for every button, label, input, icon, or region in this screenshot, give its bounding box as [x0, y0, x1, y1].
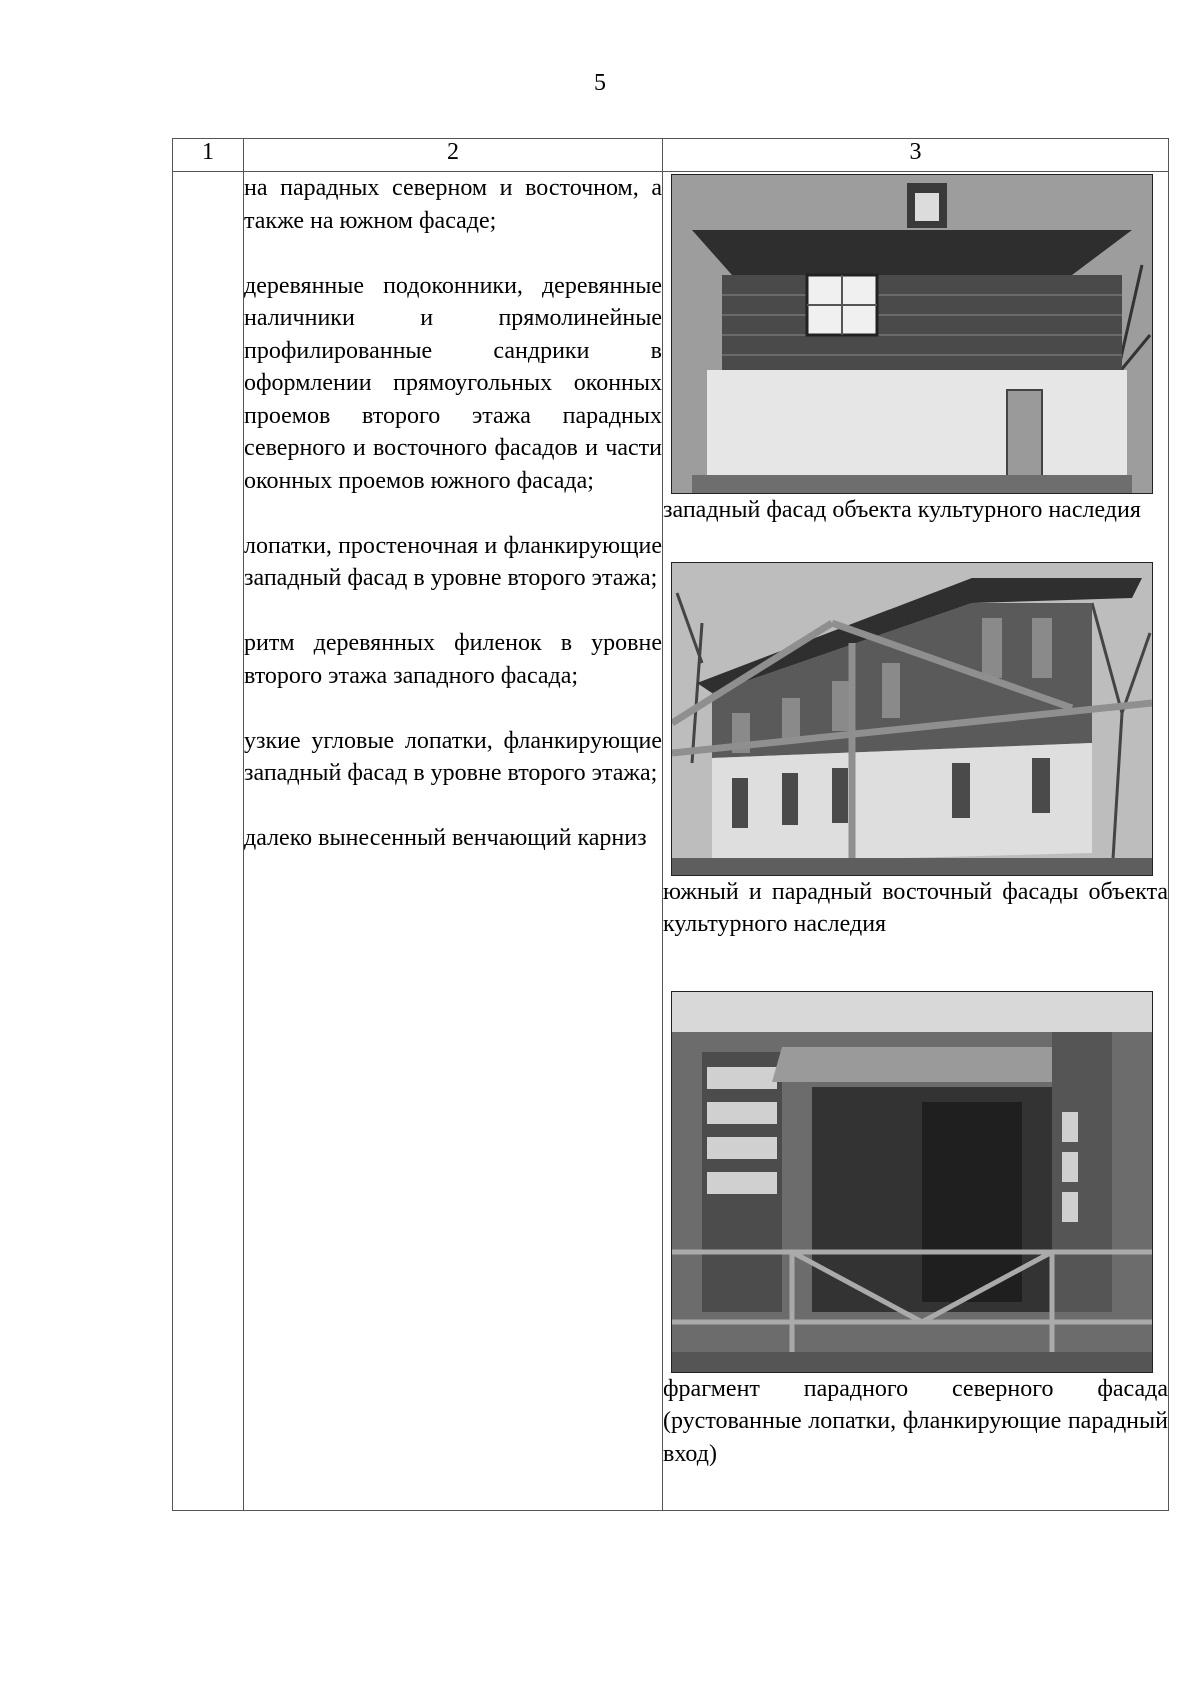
- paragraph: далеко вынесенный венчающий карниз: [244, 825, 647, 851]
- photo-north-entrance: [671, 991, 1153, 1373]
- header-col-2: 2: [244, 139, 663, 172]
- header-col-3: 3: [663, 139, 1169, 172]
- paragraph: узкие угловые лопатки, фланкирующие западный фасад в уровне второго этажа;: [244, 727, 662, 786]
- photo-south-east-facade: [671, 562, 1153, 876]
- paragraph: ритм деревянных филенок в уровне второго этажа западного фасада;: [244, 630, 662, 689]
- cell-number: [173, 172, 244, 1511]
- table-body-row: [173, 172, 1169, 1511]
- photo-caption: южный и парадный восточный фасады объекта культурного наследия: [663, 878, 1168, 937]
- table-header-row: [173, 139, 1169, 172]
- photo-caption: фрагмент парадного северного фасада (рустованные лопатки, фланкирующие парадный вход): [663, 1375, 1168, 1467]
- cell-description: [244, 172, 663, 1511]
- cell-photos: [663, 172, 1169, 1511]
- page-number: 5: [594, 70, 606, 96]
- paragraph: на парадных северном и восточном, а также на южном фасаде;: [244, 175, 662, 234]
- photo-caption: западный фасад объекта культурного наследия: [663, 497, 1141, 523]
- paragraph: деревянные подоконники, деревянные наличники и прямолинейные профилированные сандрики в оформлении прямоугольных оконных проемов второго этажа парадных северного и восточного фасадов и части оконных проемов южного фасада;: [244, 272, 662, 494]
- paragraph: лопатки, простеночная и фланкирующие западный фасад в уровне второго этажа;: [244, 532, 662, 591]
- header-col-1: 1: [173, 139, 244, 172]
- heritage-table: [172, 138, 1169, 1511]
- photo-west-facade: [671, 174, 1153, 494]
